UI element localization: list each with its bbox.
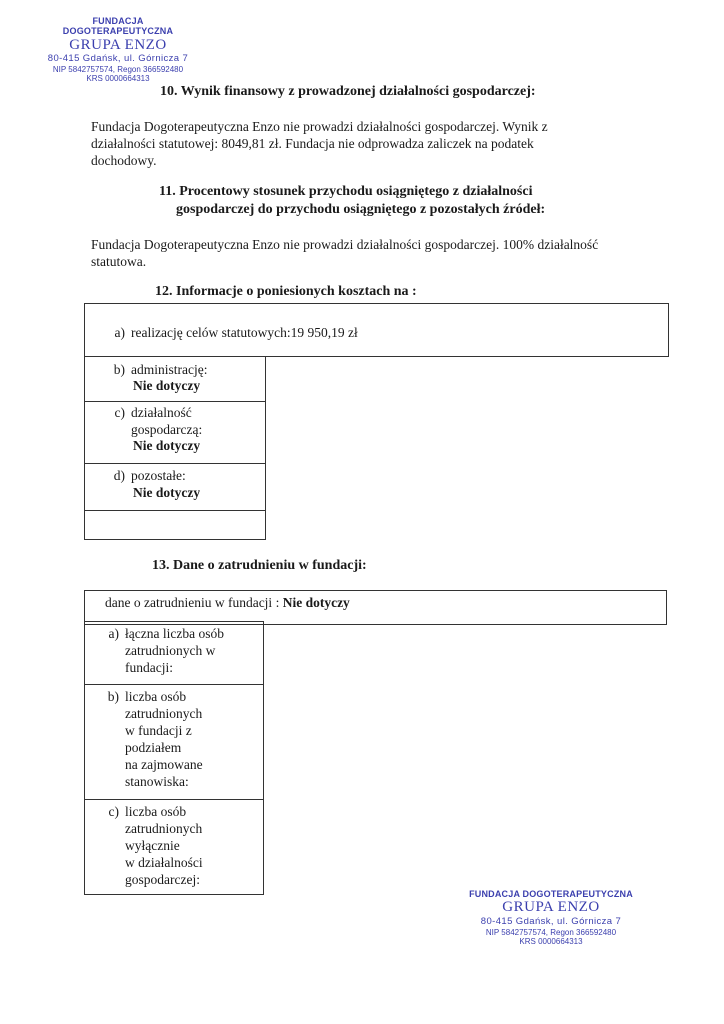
costs-other-item [99, 467, 186, 484]
costs-statutory-box [84, 303, 669, 357]
employment-total-line-2: zatrudnionych w [125, 643, 216, 658]
item-letter: c) [114, 405, 125, 420]
employment-business-line-3: wyłącznie [125, 838, 180, 853]
employment-business-line-5: gospodarczej: [125, 872, 200, 887]
stamp-address: 80-415 Gdańsk, ul. Górnicza 7 [47, 52, 189, 64]
section-10-heading: 10. Wynik finansowy z prowadzonej działalności gospodarczej: [160, 84, 536, 99]
employment-positions-line-3: w fundacji z [125, 723, 192, 738]
section-10-line-3: dochodowy. [91, 153, 157, 168]
costs-statutory-text: realizację celów statutowych:19 950,19 zł [131, 325, 358, 340]
employment-total-box [84, 621, 264, 685]
costs-admin-box [84, 356, 266, 402]
section-12-heading: 12. Informacje o poniesionych kosztach na : [155, 284, 417, 299]
costs-business-box [84, 401, 266, 464]
section-11-line-1: Fundacja Dogoterapeutyczna Enzo nie prowadzi działalności gospodarczej. 100% działalność [91, 237, 599, 252]
section-10-line-2: działalności statutowej: 8049,81 zł. Fundacja nie odprowadza zaliczek na podatek [91, 136, 534, 151]
costs-business-item [99, 404, 192, 421]
costs-business-line-2: gospodarczą: [131, 422, 203, 437]
employment-header-text: dane o zatrudnieniu w fundacji : [105, 595, 280, 610]
employment-header-box [84, 590, 667, 625]
employment-positions-line-6: stanowiska: [125, 774, 189, 789]
section-10-line-1: Fundacja Dogoterapeutyczna Enzo nie prowadzi działalności gospodarczej. Wynik z [91, 119, 548, 134]
stamp-name: GRUPA ENZO [69, 36, 167, 53]
stamp-name: GRUPA ENZO [502, 899, 600, 916]
employment-business-line-1: liczba osób [125, 804, 187, 819]
item-letter: d) [113, 468, 125, 483]
section-11-line-2: statutowa. [91, 254, 147, 269]
section-11-heading-2: gospodarczej do przychodu osiągniętego z pozostałych źródeł: [176, 202, 546, 217]
costs-admin-value: Nie dotyczy [133, 378, 201, 393]
employment-header [105, 594, 350, 611]
item-letter: a) [108, 626, 119, 641]
employment-positions-box [84, 684, 264, 800]
costs-business-line-1: działalność [131, 405, 192, 420]
section-11-heading-1: 11. Procentowy stosunek przychodu osiągniętego z działalności [159, 184, 533, 199]
employment-total-line-3: fundacji: [125, 660, 173, 675]
stamp-krs: KRS 0000664313 [519, 936, 583, 946]
employment-total-item [93, 625, 224, 642]
costs-other-box [84, 463, 266, 511]
employment-positions-line-4: podziałem [125, 740, 182, 755]
costs-other-value: Nie dotyczy [133, 485, 201, 500]
costs-statutory-item [99, 324, 358, 341]
costs-admin-text: administrację: [131, 362, 208, 377]
section-13-heading: 13. Dane o zatrudnieniu w fundacji: [152, 558, 367, 573]
employment-total-line-1: łączna liczba osób [125, 626, 224, 641]
stamp-org: FUNDACJA DOGOTERAPEUTYCZNA [62, 16, 174, 37]
stamp-top [38, 16, 198, 83]
employment-positions-item [93, 688, 186, 705]
item-letter: a) [114, 325, 125, 340]
employment-business-box [84, 799, 264, 895]
costs-business-value: Nie dotyczy [133, 438, 201, 453]
stamp-nip-regon: NIP 5842757574, Regon 366592480 [485, 927, 617, 937]
item-letter: b) [113, 362, 125, 377]
employment-header-value: Nie dotyczy [282, 595, 350, 610]
employment-business-line-4: w działalności [125, 855, 203, 870]
costs-empty-box [84, 510, 266, 540]
stamp-nip-regon: NIP 5842757574, Regon 366592480 [52, 64, 184, 74]
employment-positions-line-1: liczba osób [125, 689, 187, 704]
stamp-org: FUNDACJA DOGOTERAPEUTYCZNA [469, 889, 633, 899]
employment-business-item [93, 803, 186, 820]
employment-positions-line-5: na zajmowane [125, 757, 203, 772]
employment-business-line-2: zatrudnionych [125, 821, 203, 836]
item-letter: c) [108, 804, 119, 819]
employment-positions-line-2: zatrudnionych [125, 706, 203, 721]
costs-admin-item [99, 361, 207, 378]
costs-other-text: pozostałe: [131, 468, 186, 483]
stamp-krs: KRS 0000664313 [86, 74, 150, 84]
stamp-bottom [462, 889, 640, 946]
stamp-address: 80-415 Gdańsk, ul. Górnicza 7 [480, 915, 622, 927]
item-letter: b) [107, 689, 119, 704]
